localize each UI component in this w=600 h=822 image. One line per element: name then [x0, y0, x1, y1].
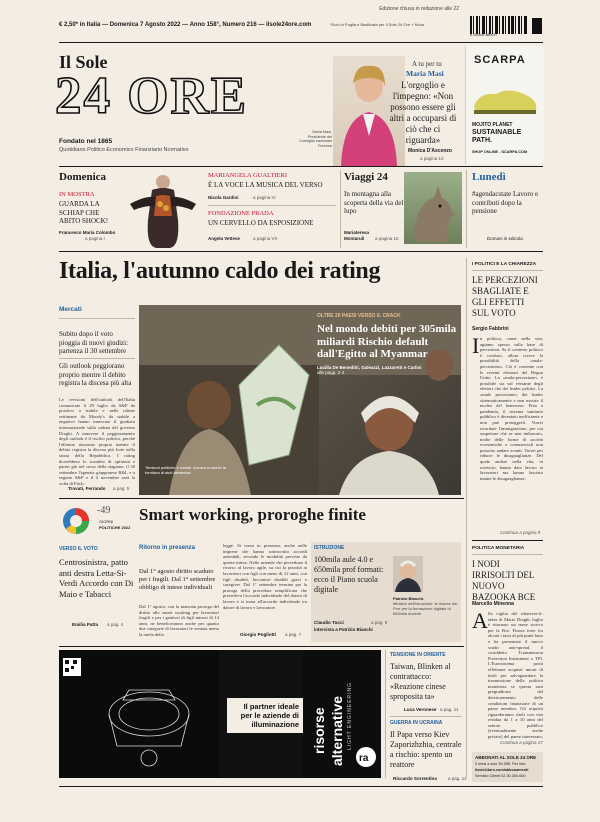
ad-scarpa[interactable] [465, 46, 544, 164]
domenica-kicker: IN MOSTRA [59, 191, 95, 198]
mercati-summary2: Gli outlook peggiorano proprio mentre il debito registra la discesa più alta [59, 362, 132, 387]
countdown-box [59, 502, 135, 542]
sidebar-dropcap: I [472, 333, 480, 358]
subscribe-line3: Servizio Clienti 02.30.300.600 [475, 774, 526, 778]
smart-body1: Dal 1° agosto, con la mancata proroga del diritto allo smart working per lavoratori fragili e per i genitori di figli minori di 14 anni, ne beneficeranno anche per quanto due categorie di lavoratori le ventata meno la tutela della [139, 604, 219, 637]
countdown-number: -49 [97, 505, 111, 516]
photo-story-kicker: OLTRE 20 PAESI VERSO IL CRACK [317, 313, 401, 319]
domenica-item1-author: Nicola Gardini [208, 195, 239, 200]
istruzione-caption: Ministro dell'Istruzione: le risorse del Pnrr per la formazione digitale di 650mila docenti [393, 601, 458, 616]
subscribe-box[interactable] [472, 752, 543, 782]
ad-brand-panel [303, 650, 381, 778]
ra-logo-icon [355, 746, 377, 768]
viaggi-page: a pagina 15 [375, 236, 399, 241]
istruzione-box [311, 542, 461, 642]
lunedi-headline: #agendacstate Lavoro e contributi dopo la pensione [472, 190, 539, 215]
domenica-item2-kicker: FONDAZIONE PRADA [208, 210, 274, 217]
smart-summary: Dal 1° agosto diritto scaduto per i fragili. Dal 1° settembre obbligo di intese individuali [139, 568, 216, 591]
sidebar-kicker: I POLITICI E LA CHIAREZZA [472, 262, 537, 267]
main-headline: Italia, l'autunno caldo dei rating [59, 258, 381, 284]
politica-page: a pag. 4 [107, 622, 124, 627]
domenica-author: Francesco Maria Colombo [59, 230, 116, 235]
lamp-illustration-icon [59, 650, 219, 778]
interview-name: Maria Masi [406, 69, 444, 78]
domenica-item1-kicker: MARIANGELA GUALTIERI [208, 172, 288, 179]
interview-intro: A tu per tu [412, 60, 442, 68]
istruzione-author: Claudio Tucci [314, 620, 344, 625]
guerra-author: Riccardo Sorrentino [393, 776, 438, 781]
interview-page: a pagina 13 [420, 156, 444, 161]
sidebar-headline2: I NODI IRRISOLTI DEL NUOVO BAZOOKA BCE [472, 559, 536, 602]
domenica-item1-page: a pagina IV [253, 195, 276, 200]
tensione-headline: Taiwan, Blinken al contrattacco: «Reazione cinese sproposita ta» [390, 662, 451, 701]
photo-story-box [317, 313, 457, 375]
viaggi-headline: In montagna alla scoperta della via del lupo [344, 190, 404, 215]
domenica-item2-page: a pagina VII [253, 236, 278, 241]
ad-image-panel [59, 650, 219, 778]
edition-note: Edizione chiusa in redazione alle 22 [379, 6, 459, 12]
guerra-page: a pag. 11 [448, 776, 467, 781]
photo-caption: Tensioni politiche e sociali. Ancora a rischio la fornitura di aiuti alimentari [145, 465, 226, 475]
sidebar-author2: Marcello Minenna [472, 601, 514, 607]
ad-line3: SHOP ONLINE - SCARPA.COM [472, 150, 528, 154]
lunedi-section: Lunedì [472, 171, 506, 183]
patrizio-bianchi-photo [393, 556, 423, 592]
istruzione-intervista: intervista a Patrizio Bianchi [314, 627, 373, 632]
sidebar-dropcap2: A [472, 608, 488, 633]
ad-brand1: risorse [311, 707, 327, 754]
mercati-body: Le revisioni dell'outlook dell'Italia comunicate il 29 luglio da S&P da positivo a stabile e nelle ultime settimane da Moody's da stabile a negativo hanno innescato il giudizio internazionale sulla caduta del governo Draghi. A muovere il peggioramento degli outlook è il rischio politico, perché l'allarme riassume proprio mentre il debito registra la discesa più forte nella storia della Repubblica. I rating dovrebbero lo scambio di opinioni e pareri già nel corso della stagione, il 30 settembre l'agenzia giapponese R&I, e a seguire S&P e il 4 novembre sarà la volta di Fitch. [59, 397, 135, 485]
tensione-author: Luca Veronese [404, 707, 437, 712]
politica-author: Emilia Patta [72, 622, 99, 627]
politica-headline: Centrosinistra, patto anti destra Letta-Si-Verdi Accordo con Di Maio e Tabacci [59, 557, 134, 599]
istruzione-headline: 100mila aule 4.0 e 650mila prof formati: ecco il Piano scuola digitale [314, 555, 384, 594]
domenica-item1-headline: È LA VOCE LA MUSICA DEL VERSO [208, 181, 323, 189]
interview-text: L'orgoglio e l'impegno: «Non possono essere gli altri a occuparsi di ciò che ci riguarda» [389, 80, 457, 145]
founded: Fondato nel 1865 [59, 138, 113, 145]
wolf-image [404, 172, 462, 244]
countdown-label2: POLITICHE 2022 [99, 525, 131, 530]
istruzione-page: a pag. 9 [371, 620, 388, 625]
subscribe-line1: 2 mesi a solo 39,90€. Per info: [475, 762, 527, 766]
photo-story-authors: Lucilla De Beneditti, Galeazzi, Lazzaretti e Carlini [317, 364, 422, 370]
politica-kicker: VERSO IL VOTO [59, 546, 98, 552]
sidebar-page2: Continua a pagina 17 [500, 740, 543, 745]
mercati-summary1: Subito dopo il voto pioggia di nuovi giudizi: partenza il 30 settembre [59, 330, 129, 355]
smart-body2: legge. Si torna in presenza, anche nelle imprese che hanno sottoscritto accordi aziendali, secondo le modalità previste da queste intese. Nelle aziende che prevedono il ricorso al lavoro agile, su cui la priorità ai lavoratori con figli con meno di 12 anni, con figli disabili, lavoratori disabili gravi o caregiver. Dal 1° settembre termina poi la proroga della procedura semplificata che prevedeva l'accordo individuale del datore di lavoro e si torna all'accordo individuale tra datore di lavoro e lavoratore. [223, 543, 307, 610]
smart-kicker: Ritorno in presenza [139, 545, 196, 551]
svg-text:ra: ra [359, 753, 369, 764]
pie-logo-icon [61, 506, 91, 536]
barcode [470, 16, 532, 38]
photo-story-page: alle pagg. 2-3 [317, 369, 345, 375]
istruzione-kicker: ISTRUZIONE [314, 545, 345, 551]
masthead-logo: 24 ORE [55, 67, 249, 125]
tensione-kicker: TENSIONE IN ORIENTE [390, 652, 446, 658]
ad-line1: MOJITO PLANET [472, 122, 513, 128]
domenica-section: Domenica [59, 171, 107, 183]
price-line: € 2,50* in Italia — Domenica 7 Agosto 2022 — Anno 158°, Numero 216 — ilsole24ore.com [59, 22, 312, 28]
domenica-page: a pagina I [85, 236, 105, 241]
interview-author: Monica D'Ascenzo [408, 148, 452, 154]
sidebar-body2: lla vigilia del whatever-it-takes di Mario Draghi, luglio è ritornato un mese storico per la Bce. Finora forte fra alcuni i tassi di più punti base e ha presentato il nuovo scudo anti-spread, il cosiddetto Transmission Protection Instrument o TPI. L'Eurosistema potrà effettuare acquisti mirati di titoli per salvaguardare la trasmissione della politica monetaria se questa sarà pregiudicata dal deterioramento delle condizioni finanziarie di un paese membro. Gli acquisti riguarderanno titoli con vita residua da 1 a 10 anni del settore pubblico (eventualmente anche privato) del paese interessato, [488, 611, 543, 739]
qr-mark [532, 18, 542, 34]
mercati-page: a pag. 5 [113, 486, 130, 491]
egypt-aid-photo [139, 305, 461, 495]
photo-story-headline: Nel mondo debiti per 305mila miliardi Rischio default dall'Egitto al Myanmar [317, 323, 457, 360]
subscribe-line2[interactable]: ilsole24ore.com/abbonamenti [475, 768, 529, 772]
domenica-headline: GUARDA LA SCHIAP CHE ABITO SHOCK! [59, 200, 109, 225]
ad-risorse-alternative[interactable] [59, 650, 381, 778]
ad-brand2: alternative [329, 695, 345, 766]
sidebar-page: Continua a pagina 9 [500, 530, 541, 535]
guerra-kicker: GUERRA IN UCRAINA [390, 720, 443, 726]
subscribe-title: ABBONATI AL SOLE 24 ORE [475, 755, 537, 760]
sidebar-body: n politica, come nella vita, agiamo spesso sulla base di percezioni. Se il contesto politico è confuso, allora cresce la possibilità della «mala-percezione». Ciò è coerente con le recenti elezioni del Regno Unito. La «mala-percezione» è possibile sia sul versante degli elettori che dei leader politici. La «male percezione» dei leader sistematicamente e non mostra il nucleo del benessere. Fino a pandemia, il sistema sanitario pubblico è diventato inefficiente e non può proteggerli. Vorrei ricordare l'immigrazione, per cui sospettare che se non imbarcato, molte delle forme di società economiche e commerciali non possono andare avanti. Vorrei per ridurre le disuguaglianze. Del quale andare nella vita, in rovescio, hanno dato lavoro ai lavoratori ma hanno lasciato intatte le disuguaglianze. [480, 336, 543, 481]
ad-bottom-title: Il partner ideale per le aziende di illuminazione [227, 698, 303, 733]
offer-note: *Solo in Puglia e Basilicata per Il Sole 24 Ore + Nòva [330, 22, 424, 27]
tensione-page: a pag. 11 [440, 707, 459, 712]
smart-author: Giorgio Pogliotti [240, 632, 276, 637]
sidebar-kicker2: POLITICA MONETARIA [472, 546, 525, 551]
domenica-item2-headline: UN CERVELLO DA ESPOSIZIONE [208, 219, 314, 227]
countdown-label1: GIORNI [99, 519, 114, 524]
masthead-top: Il Sole [59, 52, 108, 72]
sidebar-headline: LE PERCEZIONI SBAGLIATE E GLI EFFETTI SUL VOTO [472, 275, 538, 318]
smart-headline: Smart working, proroghe finite [139, 505, 366, 524]
barcode-number: 8 032842 680037 [470, 33, 498, 37]
shoe-icon [470, 82, 540, 118]
schiaparelli-dress-image [122, 170, 204, 248]
viaggi-section: Viaggi 24 [344, 171, 388, 183]
viaggi-author: Mariateresa Montaruli [344, 230, 370, 241]
guerra-headline: Il Papa verso Kiev Zaporizhzhia, centrale a rischio: spento un reattore [390, 730, 462, 769]
mercati-authors: Trovati, Ferrando [68, 486, 106, 491]
lunedi-note: Domani in edicola [487, 236, 523, 241]
istruzione-caption-name: Patrizio Bianchi. [393, 596, 425, 601]
domenica-item2-author: Angela Vettese [208, 236, 241, 241]
mercati-kicker: Mercati [59, 306, 82, 313]
ad-brand: SCARPA [474, 54, 526, 66]
masthead-subtitle: Quotidiano Politico Economico Finanziario Normativo [59, 147, 189, 153]
smart-page: a pag. 7 [285, 632, 302, 637]
ad-line2: SUSTAINABLE PATH. [472, 129, 522, 144]
interview-caption: Maria Masi, Presidente del Consiglio nazionale Forense [299, 130, 332, 148]
sidebar-author: Sergio Fabbrini [472, 326, 509, 332]
ad-brand3: LIGHT ENGINEERING [347, 681, 353, 750]
